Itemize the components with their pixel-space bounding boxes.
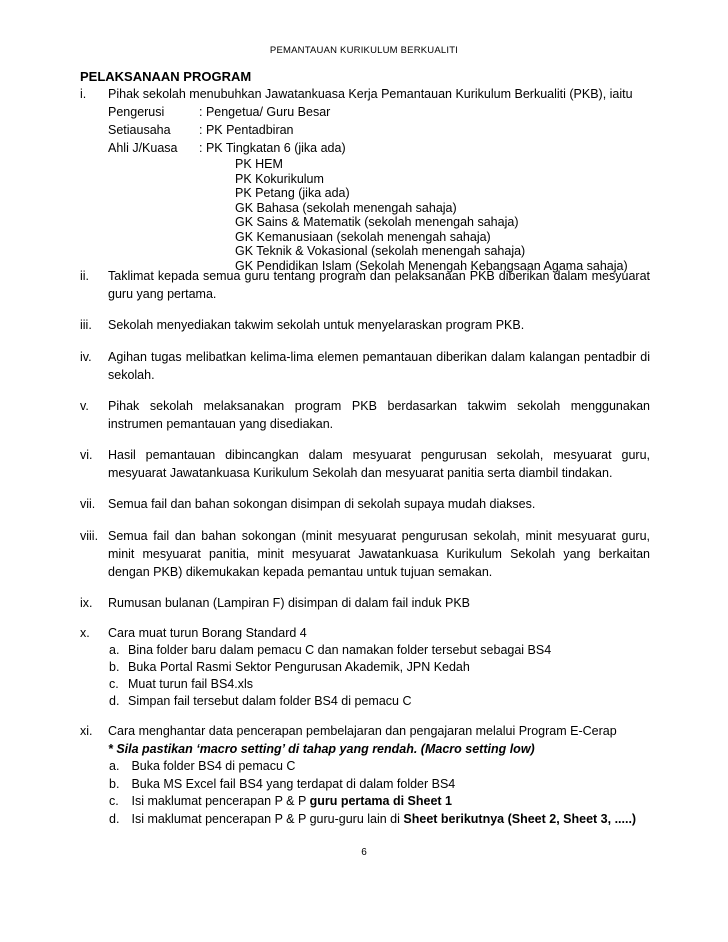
committee-member: GK Bahasa (sekolah menengah sahaja)	[235, 200, 457, 215]
sub-step-text: Bina folder baru dalam pemacu C dan namakan folder tersebut sebagai BS4	[128, 643, 552, 657]
page-header: PEMANTAUAN KURIKULUM BERKUALITI	[269, 45, 459, 56]
sub-step	[108, 676, 650, 693]
item-number: ii.	[80, 269, 90, 283]
item-text: Cara menghantar data pencerapan pembelajaran dan pengajaran melalui Program E-Cerap	[108, 724, 617, 738]
role-row	[108, 103, 650, 121]
committee-member: GK Sains & Matematik (sekolah menengah sahaja)	[235, 215, 519, 229]
sub-step-letter: a.	[109, 759, 120, 773]
sub-step-text: Buka folder BS4 di pemacu C	[128, 759, 296, 773]
sub-step	[108, 776, 650, 794]
committee-member: PK Kokurikulum	[235, 171, 324, 186]
item-number: x.	[80, 626, 90, 640]
sub-step-letter: b.	[109, 660, 120, 674]
item-number: iv.	[80, 350, 92, 364]
role-value: : Pengetua/ Guru Besar	[199, 105, 331, 119]
sub-step-text: Simpan fail tersebut dalam folder BS4 di pemacu C	[128, 694, 412, 708]
list-item-iv	[80, 348, 650, 384]
list-item-ix	[80, 594, 650, 612]
list-item-i	[80, 85, 650, 273]
page-number: 6	[361, 847, 367, 858]
sub-step-letter: c.	[109, 794, 119, 808]
item-text: Sekolah menyediakan takwim sekolah untuk menyelaraskan program PKB.	[108, 318, 525, 332]
role-label: Setiausaha	[108, 123, 171, 137]
role-row	[108, 139, 650, 157]
item-number: xi.	[80, 724, 93, 738]
macro-note: * Sila pastikan ‘macro setting’ di tahap yang rendah. (Macro setting low)	[108, 741, 535, 756]
item-text: Semua fail dan bahan sokongan disimpan di sekolah supaya mudah diakses.	[108, 497, 536, 511]
committee-member: GK Kemanusiaan (sekolah menengah sahaja)	[235, 229, 491, 244]
role-label: Pengerusi	[108, 105, 165, 119]
item-number: viii.	[80, 529, 99, 543]
list-item-ii	[80, 267, 650, 303]
sub-step	[108, 659, 650, 676]
sub-step	[108, 693, 650, 710]
list-item-vii	[80, 495, 650, 513]
list-item-xi	[80, 723, 650, 828]
sub-step-letter: b.	[109, 776, 120, 791]
sub-step-letter: d.	[109, 811, 120, 826]
sub-step-bold: guru pertama di Sheet 1	[309, 794, 452, 808]
list-item-x	[80, 625, 650, 710]
sub-step-text: Buka MS Excel fail BS4 yang terdapat di dalam folder BS4	[128, 776, 456, 791]
role-label: Ahli J/Kuasa	[108, 141, 178, 155]
sub-step-letter: c.	[109, 677, 119, 691]
item-number: v.	[80, 399, 89, 413]
item-number: i.	[80, 87, 87, 101]
sub-step-text: Muat turun fail BS4.xls	[128, 677, 254, 691]
sub-step-letter: d.	[109, 694, 120, 708]
section-title: PELAKSANAAN PROGRAM	[80, 69, 252, 84]
item-text: Pihak sekolah melaksanakan program PKB berdasarkan takwim sekolah menggunakan instrumen pemantauan yang disediakan.	[108, 399, 650, 431]
item-number: iii.	[80, 318, 92, 332]
committee-member: GK Teknik & Vokasional (sekolah menengah sahaja)	[235, 244, 526, 258]
role-value: : PK Tingkatan 6 (jika ada)	[199, 141, 346, 155]
item-text: Semua fail dan bahan sokongan (minit mesyuarat pengurusan sekolah, minit mesyuarat guru, minit mesyuarat panitia, minit mesyuarat Jawatankuasa Kurikulum Sekolah yang berkaitan dengan PKB) dikemukakan kepada pemantau untuk tujuan semakan.	[108, 529, 650, 579]
sub-step-text: Buka Portal Rasmi Sektor Pengurusan Akademik, JPN Kedah	[128, 660, 470, 674]
sub-step	[108, 793, 650, 811]
role-value: : PK Pentadbiran	[199, 123, 294, 137]
role-row	[108, 121, 650, 139]
committee-member: PK HEM	[235, 157, 283, 171]
sub-step-text: Isi maklumat pencerapan P & P guru-guru lain di	[128, 811, 404, 826]
committee-member: PK Petang (jika ada)	[235, 186, 350, 200]
item-number: vi.	[80, 448, 93, 462]
sub-step	[108, 642, 650, 659]
item-i-intro: Pihak sekolah menubuhkan Jawatankuasa Kerja Pemantauan Kurikulum Berkualiti (PKB), iaitu	[108, 87, 633, 101]
committee-member: GK Pendidikan Islam (Sekolah Menengah Kebangsaan Agama sahaja)	[235, 258, 628, 273]
sub-step-bold: Sheet berikutnya (Sheet 2, Sheet 3, .....)	[403, 811, 637, 826]
item-number: vii.	[80, 497, 96, 511]
sub-step	[108, 758, 650, 776]
item-text: Hasil pemantauan dibincangkan dalam mesyuarat pengurusan sekolah, mesyuarat guru, mesyuarat Jawatankuasa Kurikulum Sekolah dan mesyuarat panitia serta diambil tindakan.	[108, 448, 650, 480]
item-text: Cara muat turun Borang Standard 4	[108, 626, 307, 640]
list-item-v	[80, 397, 650, 433]
list-item-vi	[80, 446, 650, 482]
item-text: Agihan tugas melibatkan kelima-lima elemen pemantauan diberikan dalam kalangan pentadbir di sekolah.	[108, 350, 650, 382]
list-item-viii	[80, 527, 650, 581]
item-number: ix.	[80, 596, 93, 610]
sub-step-text: Isi maklumat pencerapan P & P	[128, 794, 310, 808]
item-text: Taklimat kepada semua guru tentang program dan pelaksanaan PKB diberikan dalam mesyuarat guru yang pertama.	[108, 269, 650, 301]
list-item-iii	[80, 316, 650, 334]
sub-step-letter: a.	[109, 643, 120, 657]
sub-step	[108, 811, 650, 829]
item-text: Rumusan bulanan (Lampiran F) disimpan di dalam fail induk PKB	[108, 596, 470, 610]
